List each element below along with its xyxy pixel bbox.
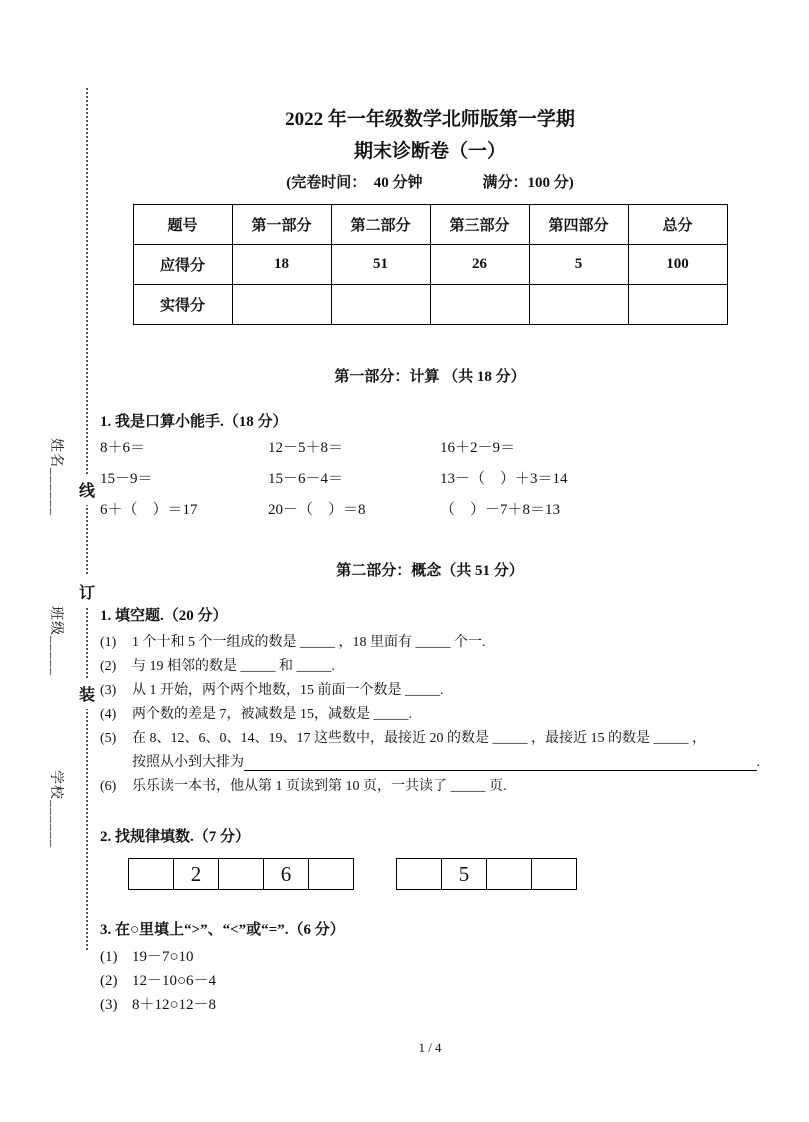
exam-subtitle: 期末诊断卷（一） bbox=[353, 141, 506, 162]
score-cell: 51 bbox=[331, 245, 430, 285]
score-cell bbox=[529, 285, 628, 325]
fill-item-1 bbox=[100, 631, 760, 655]
item-text: 1 个十和 5 个一组成的数是 _____ ，18 里面有 _____ 个一. bbox=[132, 635, 486, 650]
fill-item-4 bbox=[100, 703, 760, 727]
binding-char-xian: 线 bbox=[78, 474, 96, 505]
pattern-cell bbox=[129, 859, 174, 890]
calc-problem: 13－（ ）＋3＝14 bbox=[440, 471, 568, 487]
section1-heading: 第一部分：计算 （共 18 分） bbox=[334, 369, 526, 385]
score-table-row-expected bbox=[133, 245, 727, 285]
section2-heading: 第二部分：概念（共 51 分） bbox=[336, 563, 524, 579]
fill-item-3 bbox=[100, 679, 760, 703]
item-text: 12－10○6－4 bbox=[132, 973, 217, 989]
calc-problem: 8＋6＝ bbox=[100, 440, 146, 456]
binding-dotted-line bbox=[86, 88, 88, 950]
score-header-cell: 总分 bbox=[628, 205, 727, 245]
exam-content bbox=[100, 0, 760, 1055]
score-cell: 26 bbox=[430, 245, 529, 285]
calc-problem: （ ）－7＋8＝13 bbox=[440, 502, 561, 518]
item-number: (5) bbox=[100, 731, 117, 746]
pattern-cell bbox=[487, 859, 532, 890]
compare-item-1 bbox=[100, 945, 760, 969]
class-field-label: 班级_____ bbox=[48, 606, 63, 676]
question1-title: 1. 我是口算小能手.（18 分） bbox=[100, 414, 288, 430]
score-cell bbox=[331, 285, 430, 325]
score-cell bbox=[232, 285, 331, 325]
compare-item-2 bbox=[100, 969, 760, 993]
item-number: (2) bbox=[100, 659, 117, 674]
item-text: 从 1 开始，两个两个地数，15 前面一个数是 _____. bbox=[132, 683, 444, 698]
binding-char-zhuang: 装 bbox=[78, 678, 96, 709]
item-number: (6) bbox=[100, 779, 117, 794]
score-cell: 18 bbox=[232, 245, 331, 285]
fill-item-5 bbox=[100, 727, 760, 751]
pattern-cell bbox=[532, 859, 577, 890]
score-cell: 5 bbox=[529, 245, 628, 285]
pattern-box-group-2 bbox=[396, 858, 577, 890]
compare-items bbox=[100, 945, 760, 1017]
score-cell: 100 bbox=[628, 245, 727, 285]
binding-char-ding: 订 bbox=[78, 576, 96, 607]
pattern-row bbox=[397, 859, 577, 890]
score-header-cell: 题号 bbox=[133, 205, 232, 245]
exam-meta-line: (完卷时间： 40 分钟 满分：100 分) bbox=[286, 175, 574, 191]
page-number: 1 / 4 bbox=[418, 1040, 442, 1055]
compare-item-3 bbox=[100, 993, 760, 1017]
item-text: 乐乐读一本书，他从第 1 页读到第 10 页，一共读了 _____ 页. bbox=[132, 779, 507, 794]
item-text: 在 8、12、6、0、14、19、17 这些数中，最接近 20 的数是 _____ ，最接近 15 的数是 _____ ， bbox=[132, 731, 706, 746]
score-row-label: 应得分 bbox=[133, 245, 232, 285]
score-cell bbox=[628, 285, 727, 325]
item-text: . bbox=[756, 755, 760, 770]
compare-title: 3. 在○里填上“>”、“<”或“=”.（6 分） bbox=[100, 922, 345, 938]
item-text: 与 19 相邻的数是 _____ 和 _____. bbox=[132, 659, 335, 674]
score-cell bbox=[430, 285, 529, 325]
calc-problem: 15－6－4＝ bbox=[268, 471, 344, 487]
score-header-cell: 第四部分 bbox=[529, 205, 628, 245]
exam-title: 2022 年一年级数学北师版第一学期 bbox=[285, 109, 575, 130]
score-table-header-row bbox=[133, 205, 727, 245]
item-number: (2) bbox=[100, 973, 118, 989]
pattern-cell: 6 bbox=[264, 859, 309, 890]
item-text: 8＋12○12－8 bbox=[132, 997, 217, 1013]
pattern-cell bbox=[309, 859, 354, 890]
pattern-boxes bbox=[128, 858, 760, 890]
calc-problem: 20－（ ）＝8 bbox=[268, 502, 366, 518]
item-number: (3) bbox=[100, 683, 117, 698]
pattern-box-group-1 bbox=[128, 858, 354, 890]
oral-calc-grid bbox=[100, 439, 760, 519]
calc-problem: 6＋（ ）＝17 bbox=[100, 502, 198, 518]
fill-item-5-continuation bbox=[100, 751, 760, 775]
fill-item-6 bbox=[100, 775, 760, 799]
score-header-cell: 第三部分 bbox=[430, 205, 529, 245]
calc-problem: 12－5＋8＝ bbox=[268, 440, 344, 456]
calc-problem: 16＋2－9＝ bbox=[440, 440, 516, 456]
score-header-cell: 第二部分 bbox=[331, 205, 430, 245]
pattern-title: 2. 找规律填数.（7 分） bbox=[100, 829, 251, 845]
item-number: (4) bbox=[100, 707, 117, 722]
item-number: (1) bbox=[100, 949, 118, 965]
item-text: 两个数的差是 7，被减数是 15，减数是 _____. bbox=[132, 707, 412, 722]
score-header-cell: 第一部分 bbox=[232, 205, 331, 245]
score-table-row-actual bbox=[133, 285, 727, 325]
item-number: (1) bbox=[100, 635, 117, 650]
fill-blank-title: 1. 填空题.（20 分） bbox=[100, 608, 228, 624]
calc-problem: 15－9＝ bbox=[100, 471, 153, 487]
pattern-cell: 5 bbox=[442, 859, 487, 890]
score-row-label: 实得分 bbox=[133, 285, 232, 325]
name-field-label: 姓名______ bbox=[48, 438, 63, 516]
pattern-row bbox=[129, 859, 354, 890]
item-text: 按照从小到大排为 bbox=[132, 755, 244, 770]
fill-blank-items bbox=[100, 631, 760, 799]
answer-blank-line bbox=[244, 751, 757, 771]
pattern-cell: 2 bbox=[174, 859, 219, 890]
pattern-cell bbox=[397, 859, 442, 890]
item-number: (3) bbox=[100, 997, 118, 1013]
pattern-cell bbox=[219, 859, 264, 890]
fill-item-2 bbox=[100, 655, 760, 679]
school-field-label: 学校______ bbox=[48, 770, 63, 848]
score-table bbox=[133, 204, 728, 325]
item-text: 19－7○10 bbox=[132, 949, 194, 965]
